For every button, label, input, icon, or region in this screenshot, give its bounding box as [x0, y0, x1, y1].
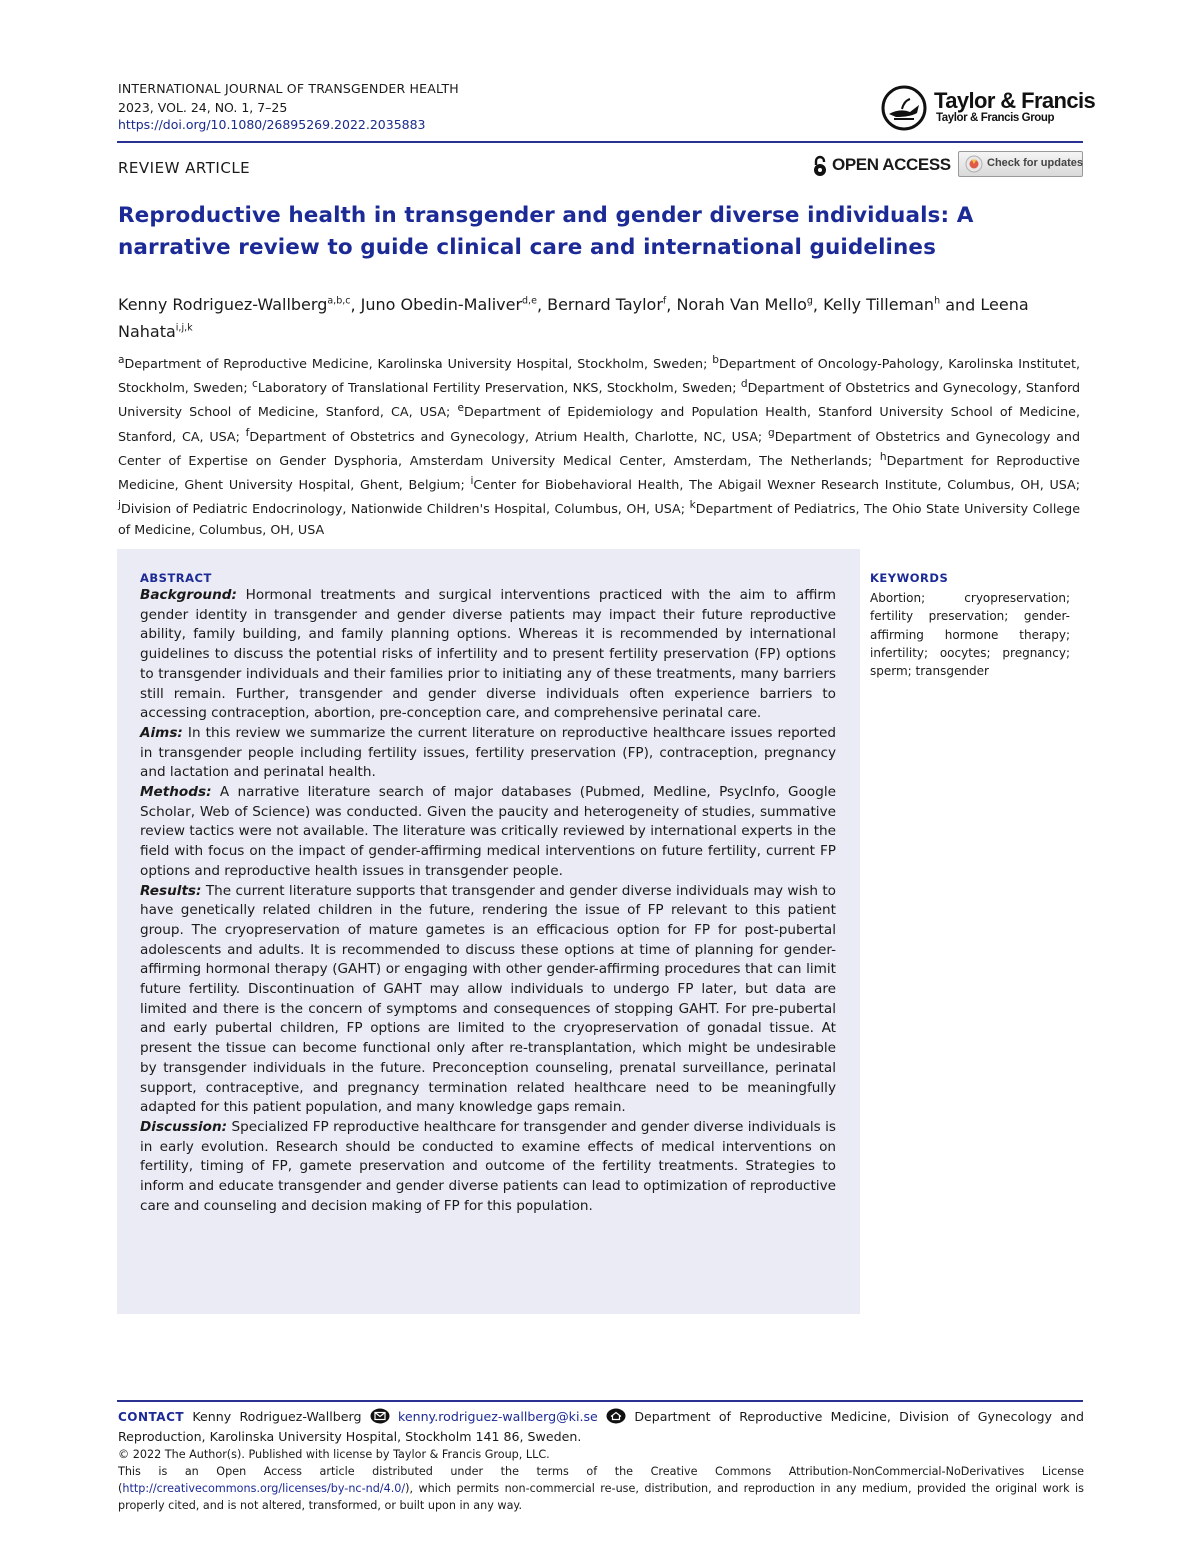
abstract-heading: ABSTRACT: [140, 571, 212, 585]
open-access-label: OPEN ACCESS: [832, 155, 951, 174]
publisher-group: Taylor & Francis Group: [936, 112, 1055, 124]
author[interactable]: Norah Van Mello$^g$: [676, 295, 813, 315]
author[interactable]: Kenny Rodriguez-Wallberg$^{a,b,c}$: [118, 295, 351, 315]
keywords-list: Abortion; cryopreservation; fertility preservation; gender-affirming hormone therapy; infertility; oocytes; pregnancy; sperm; transgender: [870, 591, 1070, 679]
abstract-section-background: Background: Hormonal treatments and surgical interventions practiced with the aim to affirm gender identity in transgender and gender diverse patients may impact their future reproductive ability, family building, and family planning options. Whereas it is recommended by international guidelines to discuss the potential risks of infertility and to present fertility preservation (FP) options to transgender individuals and their families prior to initiating any of these treatments, many barriers still remain. Further, transgender and gender diverse individuals often experience barriers to accessing contraception, abortion, pre-conception care, and comprehensive perinatal care.: [140, 587, 836, 722]
affiliations: $^a$Department of Reproductive Medicine, Karolinska University Hospital, Stockholm, Sweden; $^b$Department of Oncology-Pahology, Karolinska Institutet, Stockholm, Sweden; $^c$Laboratory of Translational Fertility Preservation, NKS, Stockholm, Sweden; $^d$Department of Obstetrics and Gynecology, Stanford University School of Medicine, Stanford, CA, USA; $^e$Department of Epidemiology and Population Health, Stanford University School of Medicine, Stanford, CA, USA; $^f$Department of Obstetrics and Gynecology, Atrium Health, Charlotte, NC, USA; $^g$Department of Obstetrics and Gynecology and Center of Expertise on Gender Dysphoria, Amsterdam University Medical Center, Amsterdam, The Netherlands; $^h$Department for Reproductive Medicine, Ghent University Hospital, Ghent, Belgium; $^i$Center for Biobehavioral Health, The Abigail Wexner Research Institute, Columbus, OH, USA; $^j$Division of Pediatric Endocrinology, Nationwide Children's Hospital, Columbus, OH, USA; $^k$Department of Pediatrics, The Ohio State University College of Medicine, Columbus, OH, USA: [118, 354, 1081, 537]
open-lock-icon: [812, 155, 828, 177]
abstract-section-methods: Methods: A narrative literature search of major databases (Pubmed, Medline, PsycInfo, Google Scholar, Web of Science) was conducted. Given the paucity and heterogeneity of studies, summative review tactics were not available. The literature was critically reviewed by international experts in the field with focus on the impact of gender-affirming medical interventions on future fertility, current FP options and reproductive health issues in transgender people.: [140, 784, 836, 879]
lamp-logo-icon: [880, 84, 928, 132]
author[interactable]: Kelly Tilleman$^h$: [823, 295, 941, 315]
author[interactable]: Bernard Taylor$^f$: [547, 295, 667, 315]
abstract-section-discussion: Discussion: Specialized FP reproductive healthcare for transgender and gender diverse individuals is in early evolution. Research should be conducted to examine effects of medical interventions on fertility, timing of FP, gamete preservation and outcome of the fertility treatments. Strategies to inform and educate transgender and gender diverse patients can lead to optimization of reproductive care and counseling and decision making of FP for this population.: [140, 1118, 836, 1214]
email-link[interactable]: kenny.rodriguez-wallberg@ki.se: [398, 1409, 598, 1424]
author-list: Kenny Rodriguez-Wallberg$^{a,b,c}$, Juno Obedin-Maliver$^{d,e}$, Bernard Taylor$^f$, Norah Van Mello$^g$, Kelly Tilleman$^h$ and Leena Nahata$^{i,j,k}$: [118, 295, 1029, 341]
contact-name: Kenny Rodriguez-Wallberg: [192, 1409, 362, 1424]
check-updates-label: Check for updates: [987, 157, 1083, 169]
contact-info: [118, 1407, 1084, 1447]
license-notice: This is an Open Access article distributed under the terms of the Creative Commons Attribution-NonCommercial-NoDerivatives License (http://creativecommons.org/licenses/by-nc-nd/4.0/), which permits non-commercial re-use, distribution, and reproduction in any medium, provided the original work is properly cited, and is not altered, transformed, or built upon in any way.: [118, 1465, 1084, 1512]
article-type: REVIEW ARTICLE: [118, 159, 251, 177]
publisher-logo[interactable]: [880, 84, 1096, 134]
check-updates-button[interactable]: [958, 151, 1083, 177]
abstract-section-aims: Aims: In this review we summarize the current literature on reproductive healthcare issues reported in transgender people including fertility issues, fertility preservation (FP), contraception, pregnancy and lactation and perinatal health.: [140, 724, 836, 781]
author[interactable]: Leena Nahata$^{i,j,k}$: [118, 295, 1029, 341]
abstract-text: [140, 586, 836, 1217]
keywords-heading: KEYWORDS: [870, 571, 949, 585]
article-title: Reproductive health in transgender and gender diverse individuals: A narrative review to guide clinical care and international guidelines: [118, 203, 974, 260]
header-rule: [117, 141, 1083, 143]
open-access-badge: [812, 154, 952, 178]
contact-label: CONTACT: [118, 1410, 185, 1424]
journal-name: INTERNATIONAL JOURNAL OF TRANSGENDER HEALTH: [118, 81, 459, 96]
author[interactable]: Juno Obedin-Maliver$^{d,e}$: [360, 295, 537, 315]
abstract-section-results: Results: The current literature supports that transgender and gender diverse individuals may wish to have genetically related children in the future, rendering the issue of FP relevant to this patient group. The cryopreservation of mature gametes is an efficacious option for FP for post-pubertal adolescents and adults. It is recommended to discuss these options at time of planning for gender-affirming hormonal therapy (GAHT) or engaging with other gender-affirming procedures that can limit future fertility. Discontinuation of GAHT may allow individuals to undergo FP later, but data are limited and there is the concern of symptoms and consequences of stopping GAHT. For pre-pubertal and early pubertal children, FP options are limited to the cryopreservation of gonadal tissue. At present the tissue can become functional only after re-transplantation, which might be undesirable by transgender individuals in the future. Preconception counseling, prenatal surveillance, perinatal support, contraceptive, and pregnancy termination related healthcare need to be meaningfully adapted for this patient population, and many knowledge gaps remain.: [140, 882, 836, 1116]
volume-info: 2023, VOL. 24, NO. 1, 7–25: [118, 100, 288, 115]
email-icon: [370, 1408, 390, 1424]
check-updates-icon: [965, 155, 983, 173]
address-icon: [606, 1408, 626, 1424]
contact-address: Department of Reproductive Medicine, Division of Gynecology and Reproduction, Karolinska University Hospital, Stockholm 141 86, Sweden.: [118, 1409, 1084, 1444]
license-link[interactable]: http://creativecommons.org/licenses/by-nc-nd/4.0/: [122, 1482, 406, 1495]
footer-rule: [117, 1400, 1083, 1402]
publisher-name: Taylor & Francis: [934, 88, 1096, 113]
doi-link[interactable]: https://doi.org/10.1080/26895269.2022.2035883: [118, 117, 426, 132]
copyright-notice: © 2022 The Author(s). Published with license by Taylor & Francis Group, LLC.: [118, 1448, 550, 1461]
